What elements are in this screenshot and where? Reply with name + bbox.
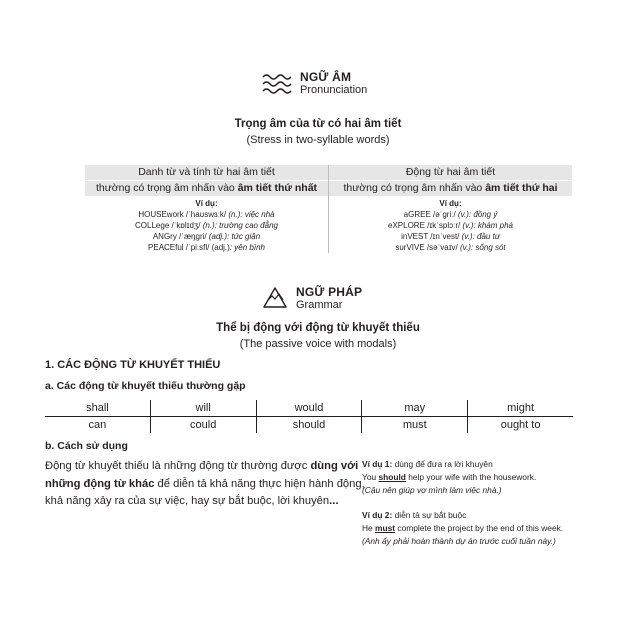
modals-table: [45, 400, 573, 433]
nouns-adjectives-rule: thường có trọng âm nhấn vào âm tiết thứ nhất: [85, 180, 328, 196]
part-b-heading: b. Cách sử dụng: [45, 440, 128, 452]
example-line: surVIVE /səˈvaɪv/ (v.): sống sót: [395, 243, 506, 252]
example-line: eXPLORE /ɪkˈsplɔːr/ (v.): khám phá: [388, 221, 513, 230]
grammar-title: NGỮ PHÁP: [296, 285, 363, 299]
grammar-header: [262, 285, 362, 311]
section-title: 1. CÁC ĐỘNG TỪ KHUYẾT THIẾU: [45, 359, 221, 371]
modals-row: [45, 400, 573, 416]
example-title: Ví dụ:: [195, 199, 218, 208]
pronunciation-subtitle: Pronunciation: [300, 84, 368, 96]
modal-can: can: [88, 419, 107, 431]
example-title: Ví dụ:: [439, 199, 462, 208]
verbs-header: Động từ hai âm tiết: [329, 165, 572, 180]
verbs-examples: [329, 196, 573, 253]
modal-may: may: [361, 400, 467, 416]
nouns-adjectives-header: Danh từ và tính từ hai âm tiết: [85, 165, 328, 180]
modal-shall: shall: [86, 402, 109, 414]
example-line: ANGry /ˈæŋɡri/ (adj.): tức giận: [152, 232, 261, 241]
stress-table: [85, 165, 572, 253]
example-2: Ví dụ 2: diễn tả sự bắt buộc He must complete the project by the end of this week. (Anh ấy phải hoàn thành dự án trước cuối tuần này.): [362, 510, 564, 546]
nouns-adjectives-examples: [85, 196, 329, 253]
example-line: COLLege /ˈkɒlɪdʒ/ (n.): trường cao đẳng: [135, 221, 278, 230]
grammar-heading: Thể bị động với động từ khuyết thiếu: [216, 322, 420, 334]
part-a-heading: a. Các động từ khuyết thiếu thường gặp: [45, 380, 246, 392]
mountain-triangle-icon: [262, 285, 288, 309]
modal-might: might: [467, 400, 573, 416]
example-line: inVEST /ɪnˈvest/ (v.): đầu tư: [401, 232, 500, 241]
modal-should: should: [256, 417, 362, 433]
example-line: HOUSEwork /ˈhaʊswɜːk/ (n.): việc nhà: [138, 210, 275, 219]
modal-could: could: [150, 417, 256, 433]
stress-heading: Trọng âm của từ có hai âm tiết: [234, 118, 402, 130]
pronunciation-title: NGỮ ÂM: [300, 70, 352, 84]
example-line: aGREE /əˈɡriː/ (v.): đồng ý: [403, 210, 498, 219]
verbs-rule: thường có trọng âm nhấn vào âm tiết thứ hai: [329, 180, 572, 196]
modal-would: would: [256, 400, 362, 416]
modal-ought-to: ought to: [467, 417, 573, 433]
sound-wave-icon: [262, 72, 292, 96]
usage-paragraph: Động từ khuyết thiếu là những động từ thường được dùng với những động từ khác để diễn tả khả năng thực hiện hành động, khả năng xảy ra của sự việc, hay sự bắt buộc, lời khuyên...: [45, 460, 365, 507]
modal-will: will: [150, 400, 256, 416]
stress-subheading: (Stress in two-syllable words): [246, 134, 390, 146]
grammar-subheading: (The passive voice with modals): [239, 338, 397, 350]
pronunciation-header: [262, 70, 367, 96]
modal-must: must: [361, 417, 467, 433]
example-1: Ví dụ 1: dùng để đưa ra lời khuyên You should help your wife with the housework. (Cậu nên giúp vợ mình làm việc nhà.): [362, 459, 537, 495]
grammar-subtitle: Grammar: [296, 299, 343, 311]
example-line: PEACEful /ˈpiːsfl/ (adj.): yên bình: [148, 243, 265, 252]
modals-row: [45, 417, 573, 433]
